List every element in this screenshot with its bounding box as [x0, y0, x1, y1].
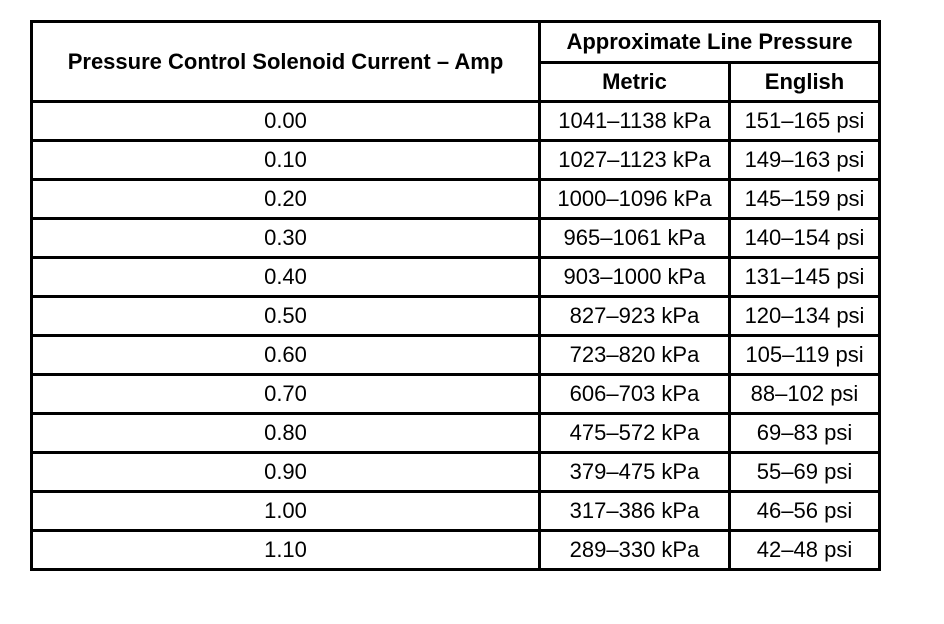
cell-current: 0.80: [32, 414, 540, 453]
cell-english: 69–83 psi: [730, 414, 880, 453]
cell-english: 88–102 psi: [730, 375, 880, 414]
cell-current: 0.10: [32, 141, 540, 180]
cell-metric: 965–1061 kPa: [540, 219, 730, 258]
header-row-top: [32, 22, 880, 63]
cell-current: 0.00: [32, 102, 540, 141]
cell-metric: 475–572 kPa: [540, 414, 730, 453]
cell-metric: 1027–1123 kPa: [540, 141, 730, 180]
cell-metric: 317–386 kPa: [540, 492, 730, 531]
table-row: [32, 414, 880, 453]
cell-current: 1.00: [32, 492, 540, 531]
cell-current: 0.30: [32, 219, 540, 258]
cell-english: 42–48 psi: [730, 531, 880, 570]
cell-metric: 606–703 kPa: [540, 375, 730, 414]
table-header: [32, 22, 880, 102]
table-row: [32, 492, 880, 531]
cell-current: 0.90: [32, 453, 540, 492]
cell-current: 0.60: [32, 336, 540, 375]
cell-metric: 1000–1096 kPa: [540, 180, 730, 219]
cell-english: 55–69 psi: [730, 453, 880, 492]
cell-metric: 379–475 kPa: [540, 453, 730, 492]
cell-current: 0.50: [32, 297, 540, 336]
header-metric: Metric: [540, 63, 730, 102]
table-row: [32, 375, 880, 414]
table-row: [32, 141, 880, 180]
cell-metric: 827–923 kPa: [540, 297, 730, 336]
cell-metric: 289–330 kPa: [540, 531, 730, 570]
table-body: [32, 102, 880, 570]
cell-english: 151–165 psi: [730, 102, 880, 141]
cell-english: 46–56 psi: [730, 492, 880, 531]
pressure-table: [30, 20, 881, 571]
cell-current: 0.70: [32, 375, 540, 414]
header-english: English: [730, 63, 880, 102]
cell-english: 120–134 psi: [730, 297, 880, 336]
table-row: [32, 531, 880, 570]
table-row: [32, 219, 880, 258]
cell-english: 149–163 psi: [730, 141, 880, 180]
table-row: [32, 102, 880, 141]
cell-current: 0.40: [32, 258, 540, 297]
table-row: [32, 336, 880, 375]
table-row: [32, 258, 880, 297]
cell-metric: 1041–1138 kPa: [540, 102, 730, 141]
table-row: [32, 297, 880, 336]
cell-current: 0.20: [32, 180, 540, 219]
cell-english: 105–119 psi: [730, 336, 880, 375]
cell-metric: 903–1000 kPa: [540, 258, 730, 297]
cell-english: 140–154 psi: [730, 219, 880, 258]
table-row: [32, 453, 880, 492]
cell-english: 131–145 psi: [730, 258, 880, 297]
cell-current: 1.10: [32, 531, 540, 570]
header-approx-line-pressure: Approximate Line Pressure: [540, 22, 880, 63]
table-row: [32, 180, 880, 219]
cell-metric: 723–820 kPa: [540, 336, 730, 375]
cell-english: 145–159 psi: [730, 180, 880, 219]
header-current: Pressure Control Solenoid Current – Amp: [32, 22, 540, 102]
